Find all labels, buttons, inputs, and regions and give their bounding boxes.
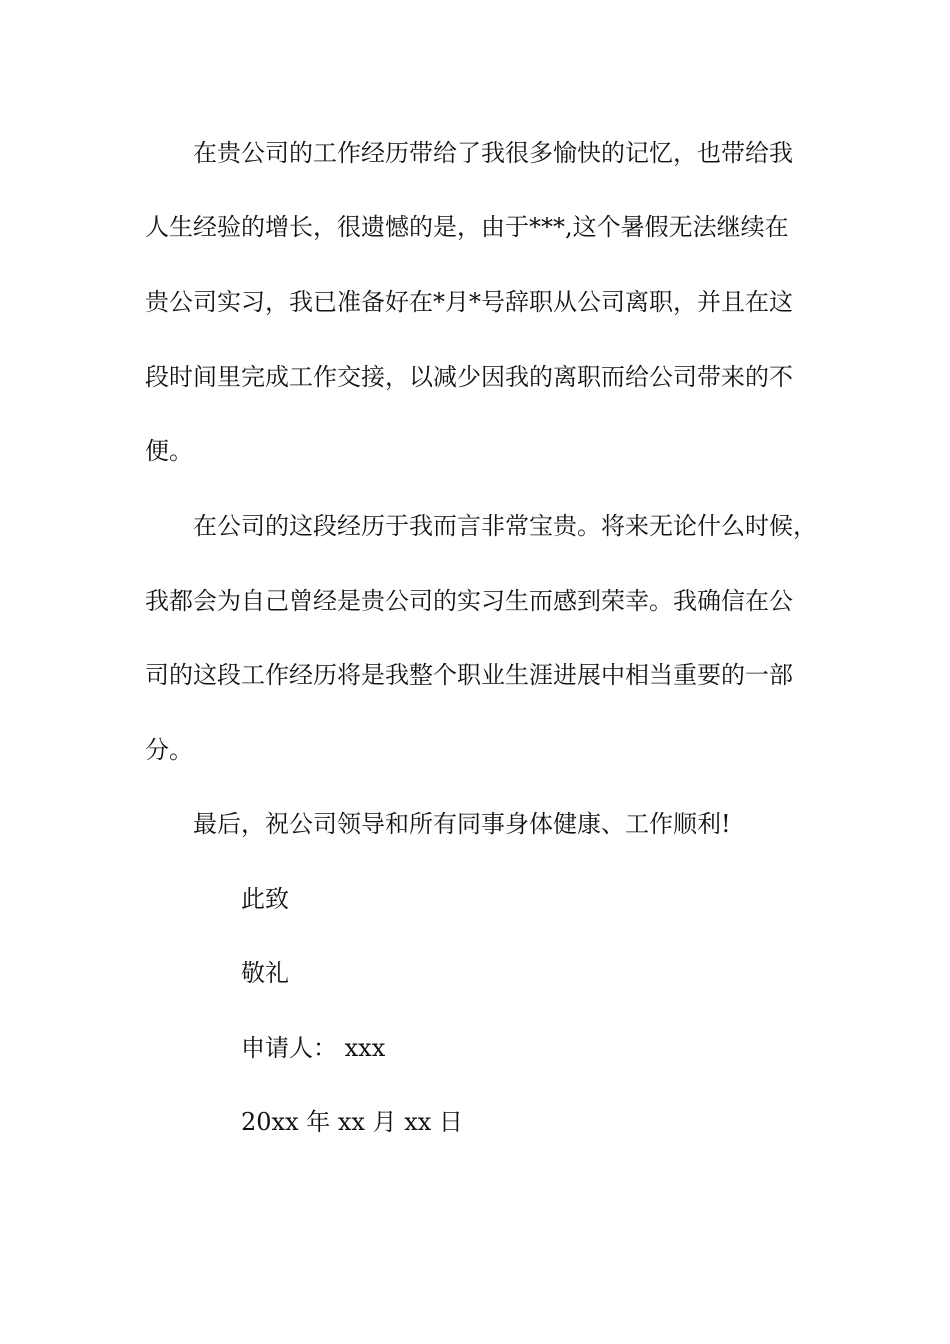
paragraph-2-line-3: 司的这段工作经历将是我整个职业生涯进展中相当重要的一部 <box>145 661 793 689</box>
closing-salutation: 此致 <box>241 885 289 913</box>
paragraph-2-line-2: 我都会为自己曾经是贵公司的实习生而感到荣幸。我确信在公 <box>145 587 793 615</box>
paragraph-3: 最后，祝公司领导和所有同事身体健康、工作顺利! <box>193 810 731 838</box>
paragraph-1-line-1: 在贵公司的工作经历带给了我很多愉快的记忆，也带给我 <box>193 139 793 167</box>
paragraph-1-line-4: 段时间里完成工作交接，以减少因我的离职而给公司带来的不 <box>145 363 793 391</box>
closing-regards: 敬礼 <box>241 959 289 987</box>
paragraph-1-line-5: 便。 <box>145 437 193 465</box>
applicant-line: 申请人： xxx <box>241 1034 386 1062</box>
paragraph-1-line-2: 人生经验的增长，很遗憾的是，由于***,这个暑假无法继续在 <box>145 213 789 241</box>
paragraph-1-line-3: 贵公司实习，我已准备好在*月*号辞职从公司离职，并且在这 <box>145 288 793 316</box>
paragraph-2-line-4: 分。 <box>145 736 193 764</box>
paragraph-2-line-1: 在公司的这段经历于我而言非常宝贵。将来无论什么时候， <box>193 512 817 540</box>
date-line: 20xx 年 xx 月 xx 日 <box>241 1108 463 1136</box>
